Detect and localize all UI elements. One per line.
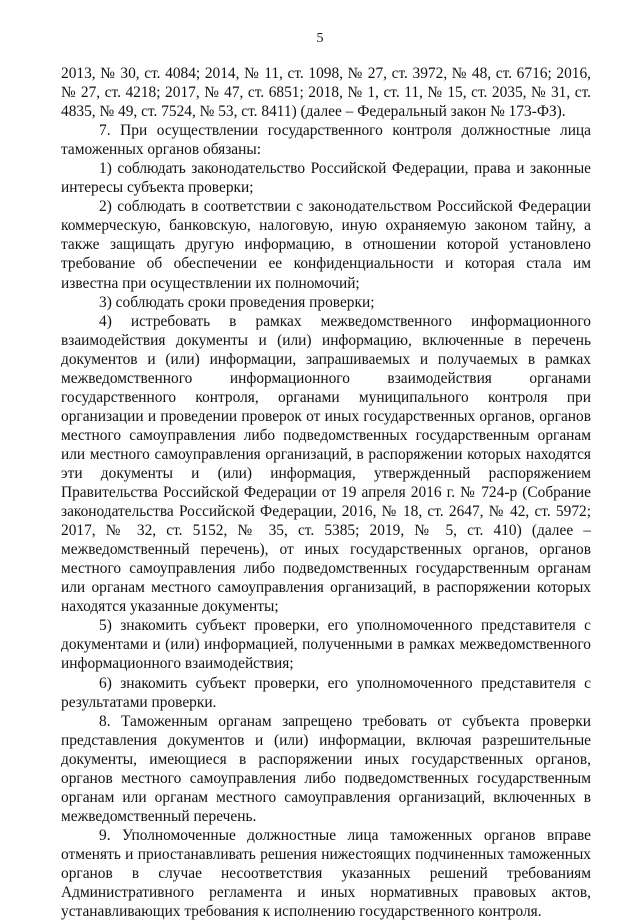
list-item-duty-5: 5) знакомить субъект проверки, его уполномоченного представителя с документами и (или) информацией, полученными в рамках межведомственного информационного взаимодействия; bbox=[61, 617, 591, 673]
document-body bbox=[61, 64, 591, 921]
paragraph-law-citation-continued: 2013, № 30, ст. 4084; 2014, № 11, ст. 1098, № 27, ст. 3972, № 48, ст. 6716; 2016, № 27, ст. 4218; 2017, № 47, ст. 6851; 2018, № 1, ст. 11, № 15, ст. 2035, № 31, ст. 4835, № 49, ст. 7524, № 53, ст. 8411) (далее – Федеральный закон № 173-ФЗ). bbox=[61, 65, 591, 121]
list-item-duty-1: 1) соблюдать законодательство Российской Федерации, права и законные интересы субъекта проверки; bbox=[61, 160, 591, 197]
list-item-duty-2: 2) соблюдать в соответствии с законодательством Российской Федерации коммерческую, банковскую, налоговую, иную охраняемую законом тайну, а также защищать другую информацию, в отношении которой установлено требование об обеспечении ее конфиденциальности и которая стала им известна при осуществлении их полномочий; bbox=[61, 198, 591, 292]
paragraph-7-duties-intro: 7. При осуществлении государственного контроля должностные лица таможенных органов обязаны: bbox=[61, 122, 591, 159]
page-number: 5 bbox=[316, 31, 324, 46]
paragraph-8-prohibition: 8. Таможенным органам запрещено требовать от субъекта проверки представления документов и (или) информации, включая разрешительные документы, имеющиеся в распоряжении иных государственных органов, органов местного самоуправления либо подведомственных государственным органам или органам местного самоуправления организаций, включенных в межведомственный перечень. bbox=[61, 712, 591, 825]
paragraph-9-authority: 9. Уполномоченные должностные лица таможенных органов вправе отменять и приостанавливать решения нижестоящих подчиненных таможенных органов в случае несоответствия указанных решений требованиям Административного регламента и иных нормативных правовых актов, устанавливающих требования к исполнению государственного контроля. bbox=[61, 826, 591, 921]
list-item-duty-3: 3) соблюдать сроки проведения проверки; bbox=[99, 293, 375, 311]
list-item-duty-6: 6) знакомить субъект проверки, его уполномоченного представителя с результатами проверки. bbox=[61, 674, 591, 711]
list-item-duty-4: 4) истребовать в рамках межведомственного информационного взаимодействия документы и (или) информацию, включенные в перечень документов и (или) информации, запрашиваемых и получаемых в рамках межведомственного информационного взаимодействия органами государственного контроля, органами муниципального контроля при организации и проведении проверок от иных государственных органов, органов местного самоуправления либо подведомственных государственным органам или местного самоуправления организаций, в распоряжении которых находятся эти документы и (или) информация, утвержденный распоряжением Правительства Российской Федерации от 19 апреля 2016 г. № 724-р (Собрание законодательства Российской Федерации, 2016, № 18, ст. 2647, № 42, ст. 5972; 2017, № 32, ст. 5152, № 35, ст. 5385; 2019, № 5, ст. 410) (далее – межведомственный перечень), от иных государственных органов, органов местного самоуправления либо подведомственных государственным органам или органам местного самоуправления организаций, в распоряжении которых находятся указанные документы; bbox=[61, 312, 591, 616]
